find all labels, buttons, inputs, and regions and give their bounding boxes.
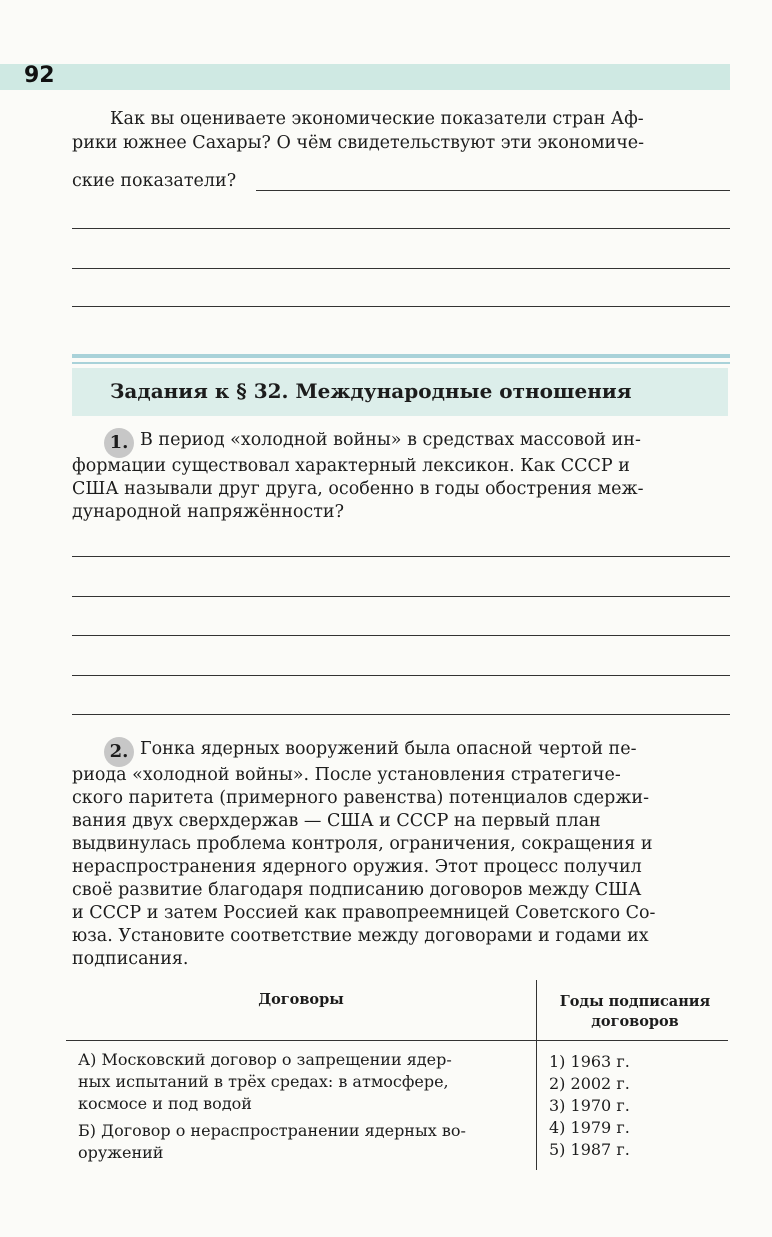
task-2-line: подписания. <box>72 949 189 969</box>
treaty-b-line: оружений <box>78 1143 164 1162</box>
intro-question-line: рики южнее Сахары? О чём свидетельствуют эти экономиче- <box>72 133 645 153</box>
answer-line[interactable] <box>72 556 730 557</box>
task-1-text: В период «холодной войны» в средствах массовой ин- <box>140 430 641 450</box>
table-column-divider <box>536 980 537 1170</box>
task-number-badge: 2. <box>104 737 134 767</box>
task-2-line: выдвинулась проблема контроля, ограничения, сокращения и <box>72 834 653 854</box>
intro-question-line: ские показатели? <box>72 171 237 191</box>
table-header-years: Годы подписания <box>559 993 711 1010</box>
answer-line[interactable] <box>72 714 730 715</box>
task-1-line <box>104 428 732 458</box>
treaty-a-line: ных испытаний в трёх средах: в атмосфере, <box>78 1072 449 1091</box>
answer-line[interactable] <box>72 596 730 597</box>
year-option: 1) 1963 г. <box>549 1052 630 1071</box>
task-2-line: риода «холодной войны». После установления стратегиче- <box>72 765 621 785</box>
task-2-line: ского паритета (примерного равенства) потенциалов сдержи- <box>72 788 650 808</box>
treaty-a-line: космосе и под водой <box>78 1094 252 1113</box>
task-2-line: вания двух сверхдержав — США и СССР на первый план <box>72 811 601 831</box>
task-2-line <box>104 737 732 767</box>
answer-line[interactable] <box>72 306 730 307</box>
task-2-line: своё развитие благодаря подписанию договоров между США <box>72 880 642 900</box>
table-header-years: договоров <box>591 1013 679 1030</box>
section-divider <box>72 354 730 358</box>
section-title: Задания к § 32. Международные отношения <box>110 379 632 403</box>
answer-line[interactable] <box>72 228 730 229</box>
answer-line[interactable] <box>72 675 730 676</box>
task-number-badge: 1. <box>104 428 134 458</box>
task-2-text: Гонка ядерных вооружений была опасной чертой пе- <box>140 739 637 759</box>
table-header-treaties: Договоры <box>258 991 344 1008</box>
task-1-line: формации существовал характерный лексикон. Как СССР и <box>72 456 630 476</box>
answer-line[interactable] <box>72 268 730 269</box>
answer-line[interactable] <box>256 190 730 191</box>
task-1-line: дународной напряжённости? <box>72 502 344 522</box>
task-2-line: и СССР и затем Россией как правопреемницей Советского Со- <box>72 903 656 923</box>
treaty-a-line: А) Московский договор о запрещении ядер- <box>78 1050 452 1069</box>
page-header-band <box>0 64 730 90</box>
year-option: 2) 2002 г. <box>549 1074 630 1093</box>
year-option: 5) 1987 г. <box>549 1140 630 1159</box>
answer-line[interactable] <box>72 635 730 636</box>
treaty-b-line: Б) Договор о нераспространении ядерных во- <box>78 1121 466 1140</box>
task-2-line: нераспространения ядерного оружия. Этот процесс получил <box>72 857 642 877</box>
section-divider <box>72 362 730 364</box>
task-1-line: США называли друг друга, особенно в годы обострения меж- <box>72 479 644 499</box>
table-header-rule <box>66 1040 728 1041</box>
year-option: 4) 1979 г. <box>549 1118 630 1137</box>
task-2-line: юза. Установите соответствие между договорами и годами их <box>72 926 649 946</box>
intro-question-line: Как вы оцениваете экономические показатели стран Аф- <box>110 109 644 129</box>
year-option: 3) 1970 г. <box>549 1096 630 1115</box>
page-number: 92 <box>24 63 55 88</box>
